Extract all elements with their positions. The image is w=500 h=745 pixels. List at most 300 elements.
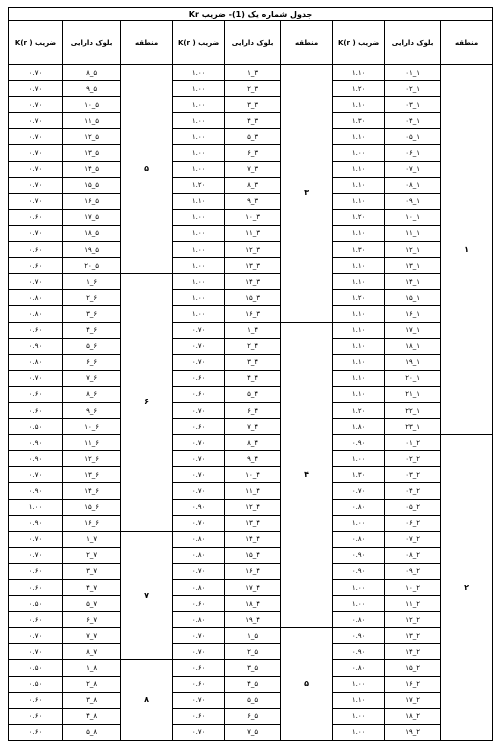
table-row <box>9 596 493 612</box>
table-row <box>9 242 493 258</box>
block-cell: ۵_۱ <box>225 628 281 644</box>
coef-cell: ۰.۷۰ <box>9 65 63 81</box>
coef-cell: ۱.۱۰ <box>333 370 385 386</box>
coef-cell: ۰.۷۰ <box>173 435 225 451</box>
coef-cell: ۰.۶۰ <box>9 209 63 225</box>
coef-cell: ۰.۷۰ <box>9 467 63 483</box>
block-cell: ۴_۱۵ <box>225 547 281 563</box>
table-row <box>9 97 493 113</box>
coef-cell: ۰.۸۰ <box>333 612 385 628</box>
block-cell: ۱_۱۱ <box>385 225 441 241</box>
coef-cell: ۱.۰۰ <box>9 499 63 515</box>
coef-cell: ۰.۹۰ <box>9 483 63 499</box>
block-cell: ۸_۱ <box>63 660 121 676</box>
coef-cell: ۰.۷۰ <box>333 483 385 499</box>
block-cell: ۲_۱۸ <box>385 708 441 724</box>
block-cell: ۶_۶ <box>63 354 121 370</box>
block-cell: ۱_۱۲ <box>385 242 441 258</box>
table-row <box>9 290 493 306</box>
block-cell: ۴_۱۳ <box>225 515 281 531</box>
coef-cell: ۰.۸۰ <box>173 612 225 628</box>
block-cell: ۱_۲۰ <box>385 370 441 386</box>
coef-cell: ۱.۱۰ <box>333 65 385 81</box>
block-cell: ۴_۵ <box>225 386 281 402</box>
region-cell: ۵ <box>281 628 333 741</box>
coef-cell: ۱.۰۰ <box>173 81 225 97</box>
block-cell: ۲_۰۶ <box>385 515 441 531</box>
block-cell: ۴_۱ <box>225 322 281 338</box>
coef-cell: ۰.۸۰ <box>173 580 225 596</box>
table-row <box>9 145 493 161</box>
coef-cell: ۱.۱۰ <box>333 258 385 274</box>
table-row <box>9 692 493 708</box>
block-cell: ۴_۱۸ <box>225 596 281 612</box>
header-coef: ضریب ( K(r <box>333 21 385 65</box>
block-cell: ۵_۱۵ <box>63 177 121 193</box>
coef-cell: ۰.۷۰ <box>173 483 225 499</box>
coef-cell: ۱.۱۰ <box>333 225 385 241</box>
coef-cell: ۰.۶۰ <box>173 596 225 612</box>
table-row <box>9 580 493 596</box>
block-cell: ۳_۸ <box>225 177 281 193</box>
block-cell: ۲_۱۴ <box>385 644 441 660</box>
block-cell: ۱_۰۶ <box>385 145 441 161</box>
block-cell: ۶_۴ <box>63 322 121 338</box>
coef-cell: ۰.۷۰ <box>173 628 225 644</box>
table-row <box>9 306 493 322</box>
block-cell: ۶_۱۶ <box>63 515 121 531</box>
coef-cell: ۱.۲۰ <box>173 177 225 193</box>
coef-cell: ۰.۷۰ <box>173 644 225 660</box>
coef-cell: ۰.۶۰ <box>173 708 225 724</box>
table-row <box>9 322 493 338</box>
header-coef: ضریب ( K(r <box>173 21 225 65</box>
block-cell: ۶_۳ <box>63 306 121 322</box>
coef-cell: ۰.۷۰ <box>173 692 225 708</box>
block-cell: ۲_۱۲ <box>385 612 441 628</box>
table-row <box>9 483 493 499</box>
coef-cell: ۰.۹۰ <box>333 435 385 451</box>
block-cell: ۲_۰۷ <box>385 531 441 547</box>
block-cell: ۳_۷ <box>225 161 281 177</box>
coef-cell: ۰.۷۰ <box>9 161 63 177</box>
coef-cell: ۰.۶۰ <box>173 370 225 386</box>
coef-cell: ۰.۷۰ <box>9 113 63 129</box>
region-cell: ۸ <box>121 660 173 740</box>
coef-cell: ۰.۷۰ <box>9 370 63 386</box>
coef-cell: ۰.۶۰ <box>9 612 63 628</box>
coef-cell: ۰.۵۰ <box>9 596 63 612</box>
header-block: بلوک دارایی <box>385 21 441 65</box>
block-cell: ۱_۱۴ <box>385 274 441 290</box>
block-cell: ۶_۷ <box>63 370 121 386</box>
block-cell: ۱_۱۷ <box>385 322 441 338</box>
region-cell: ۶ <box>121 274 173 532</box>
coef-cell: ۰.۷۰ <box>9 225 63 241</box>
block-cell: ۴_۸ <box>225 435 281 451</box>
block-cell: ۷_۵ <box>63 596 121 612</box>
coef-cell: ۰.۶۰ <box>9 563 63 579</box>
coef-cell: ۰.۷۰ <box>173 322 225 338</box>
block-cell: ۱_۰۹ <box>385 193 441 209</box>
coef-cell: ۰.۶۰ <box>173 676 225 692</box>
coef-cell: ۰.۷۰ <box>173 451 225 467</box>
block-cell: ۴_۱۰ <box>225 467 281 483</box>
block-cell: ۲_۱۳ <box>385 628 441 644</box>
coef-cell: ۱.۱۰ <box>333 129 385 145</box>
block-cell: ۵_۱۰ <box>63 97 121 113</box>
coef-cell: ۰.۹۰ <box>333 563 385 579</box>
table-title: جدول شماره یک (1)- ضریب Kr <box>9 8 493 21</box>
block-cell: ۷_۱ <box>63 531 121 547</box>
coef-cell: ۰.۷۰ <box>9 547 63 563</box>
coef-cell: ۱.۲۰ <box>333 402 385 418</box>
coef-cell: ۱.۱۰ <box>333 322 385 338</box>
block-cell: ۵_۱۲ <box>63 129 121 145</box>
coef-cell: ۰.۶۰ <box>173 419 225 435</box>
block-cell: ۱_۰۳ <box>385 97 441 113</box>
block-cell: ۴_۱۲ <box>225 499 281 515</box>
block-cell: ۵_۱۳ <box>63 145 121 161</box>
block-cell: ۲_۱۱ <box>385 596 441 612</box>
block-cell: ۶_۱۴ <box>63 483 121 499</box>
block-cell: ۴_۱۶ <box>225 563 281 579</box>
coef-cell: ۰.۹۰ <box>9 515 63 531</box>
block-cell: ۲_۰۹ <box>385 563 441 579</box>
block-cell: ۷_۸ <box>63 644 121 660</box>
coef-cell: ۰.۹۰ <box>9 451 63 467</box>
coef-cell: ۰.۸۰ <box>9 290 63 306</box>
table-row <box>9 402 493 418</box>
block-cell: ۵_۱۷ <box>63 209 121 225</box>
block-cell: ۳_۱۴ <box>225 274 281 290</box>
coef-cell: ۰.۹۰ <box>333 547 385 563</box>
block-cell: ۲_۱۹ <box>385 724 441 740</box>
coef-cell: ۰.۶۰ <box>9 692 63 708</box>
table-row <box>9 161 493 177</box>
coef-cell: ۰.۷۰ <box>9 129 63 145</box>
block-cell: ۱_۱۹ <box>385 354 441 370</box>
coef-cell: ۱.۱۰ <box>333 306 385 322</box>
coef-cell: ۱.۱۰ <box>173 193 225 209</box>
block-cell: ۱_۰۲ <box>385 81 441 97</box>
block-cell: ۱_۱۶ <box>385 306 441 322</box>
block-cell: ۵_۱۱ <box>63 113 121 129</box>
table-row <box>9 338 493 354</box>
coef-cell: ۱.۰۰ <box>333 515 385 531</box>
coef-cell: ۰.۷۰ <box>9 193 63 209</box>
region-cell: ۵ <box>121 65 173 274</box>
coef-cell: ۱.۰۰ <box>173 258 225 274</box>
coef-cell: ۰.۹۰ <box>9 435 63 451</box>
block-cell: ۱_۱۰ <box>385 209 441 225</box>
block-cell: ۶_۱۱ <box>63 435 121 451</box>
block-cell: ۵_۶ <box>225 708 281 724</box>
block-cell: ۷_۴ <box>63 580 121 596</box>
block-cell: ۵_۵ <box>225 692 281 708</box>
coef-cell: ۰.۷۰ <box>9 81 63 97</box>
block-cell: ۱_۰۷ <box>385 161 441 177</box>
coef-cell: ۱.۳۰ <box>333 467 385 483</box>
coef-cell: ۰.۸۰ <box>333 660 385 676</box>
block-cell: ۲_۰۴ <box>385 483 441 499</box>
block-cell: ۴_۴ <box>225 370 281 386</box>
coef-cell: ۰.۷۰ <box>9 145 63 161</box>
block-cell: ۲_۰۳ <box>385 467 441 483</box>
coef-cell: ۰.۷۰ <box>173 515 225 531</box>
coef-cell: ۱.۰۰ <box>173 209 225 225</box>
table-row <box>9 129 493 145</box>
table-row <box>9 65 493 81</box>
block-cell: ۸_۲ <box>63 676 121 692</box>
coef-cell: ۱.۸۰ <box>333 419 385 435</box>
coef-cell: ۱.۳۰ <box>333 113 385 129</box>
block-cell: ۱_۰۸ <box>385 177 441 193</box>
block-cell: ۷_۶ <box>63 612 121 628</box>
coef-cell: ۰.۵۰ <box>9 660 63 676</box>
coef-cell: ۰.۵۰ <box>9 419 63 435</box>
coef-cell: ۰.۶۰ <box>9 242 63 258</box>
coef-cell: ۰.۸۰ <box>9 306 63 322</box>
block-cell: ۶_۱۵ <box>63 499 121 515</box>
block-cell: ۳_۱ <box>225 65 281 81</box>
block-cell: ۲_۰۵ <box>385 499 441 515</box>
coef-cell: ۱.۰۰ <box>333 145 385 161</box>
block-cell: ۴_۷ <box>225 419 281 435</box>
table-row <box>9 676 493 692</box>
block-cell: ۱_۲۱ <box>385 386 441 402</box>
coef-cell: ۰.۶۰ <box>173 660 225 676</box>
region-cell: ۳ <box>281 65 333 323</box>
block-cell: ۸_۵ <box>63 724 121 740</box>
block-cell: ۶_۱۲ <box>63 451 121 467</box>
table-row <box>9 113 493 129</box>
block-cell: ۵_۱۸ <box>63 225 121 241</box>
table-row <box>9 563 493 579</box>
block-cell: ۱_۱۸ <box>385 338 441 354</box>
block-cell: ۱_۰۴ <box>385 113 441 129</box>
block-cell: ۱_۰۵ <box>385 129 441 145</box>
block-cell: ۳_۲ <box>225 81 281 97</box>
coef-cell: ۰.۸۰ <box>173 547 225 563</box>
coef-cell: ۰.۸۰ <box>173 531 225 547</box>
header-block: بلوک دارایی <box>225 21 281 65</box>
block-cell: ۸_۳ <box>63 692 121 708</box>
block-cell: ۵_۷ <box>225 724 281 740</box>
block-cell: ۳_۶ <box>225 145 281 161</box>
block-cell: ۱_۰۱ <box>385 65 441 81</box>
block-cell: ۴_۱۱ <box>225 483 281 499</box>
coef-cell: ۰.۸۰ <box>9 354 63 370</box>
coef-cell: ۱.۰۰ <box>333 676 385 692</box>
header-coef: ضریب ( K(r <box>9 21 63 65</box>
coef-cell: ۱.۰۰ <box>173 65 225 81</box>
coef-cell: ۱.۱۰ <box>333 692 385 708</box>
table-row <box>9 547 493 563</box>
coef-cell: ۰.۶۰ <box>9 724 63 740</box>
coef-cell: ۰.۷۰ <box>173 724 225 740</box>
table-row <box>9 467 493 483</box>
block-cell: ۱_۲۲ <box>385 402 441 418</box>
coef-cell: ۱.۱۰ <box>333 354 385 370</box>
block-cell: ۶_۲ <box>63 290 121 306</box>
block-cell: ۵_۱۴ <box>63 161 121 177</box>
block-cell: ۳_۵ <box>225 129 281 145</box>
coef-cell: ۱.۲۰ <box>333 81 385 97</box>
header-region: منطقه <box>121 21 173 65</box>
coef-cell: ۰.۸۰ <box>333 531 385 547</box>
coef-cell: ۰.۷۰ <box>173 402 225 418</box>
table-row <box>9 209 493 225</box>
coef-cell: ۱.۳۰ <box>333 242 385 258</box>
block-cell: ۱_۱۳ <box>385 258 441 274</box>
table-row <box>9 81 493 97</box>
coef-cell: ۰.۹۰ <box>333 644 385 660</box>
header-block: بلوک دارایی <box>63 21 121 65</box>
block-cell: ۳_۱۲ <box>225 242 281 258</box>
coef-cell: ۱.۱۰ <box>333 177 385 193</box>
coef-cell: ۱.۱۰ <box>333 161 385 177</box>
block-cell: ۵_۳ <box>225 660 281 676</box>
region-cell: ۲ <box>441 435 493 741</box>
block-cell: ۶_۱۰ <box>63 419 121 435</box>
block-cell: ۳_۱۵ <box>225 290 281 306</box>
coef-cell: ۰.۶۰ <box>9 322 63 338</box>
coef-cell: ۱.۰۰ <box>173 225 225 241</box>
coef-cell: ۱.۱۰ <box>333 386 385 402</box>
block-cell: ۵_۴ <box>225 676 281 692</box>
coef-cell: ۱.۰۰ <box>173 242 225 258</box>
block-cell: ۵_۱۶ <box>63 193 121 209</box>
table-row <box>9 370 493 386</box>
coef-cell: ۰.۹۰ <box>9 338 63 354</box>
block-cell: ۲_۰۲ <box>385 451 441 467</box>
block-cell: ۶_۵ <box>63 338 121 354</box>
coef-cell: ۰.۷۰ <box>9 644 63 660</box>
table-row <box>9 258 493 274</box>
coef-cell: ۰.۵۰ <box>9 676 63 692</box>
coef-cell: ۰.۷۰ <box>173 338 225 354</box>
table-row <box>9 177 493 193</box>
table-row <box>9 531 493 547</box>
coef-cell: ۱.۱۰ <box>333 193 385 209</box>
coef-cell: ۰.۹۰ <box>173 499 225 515</box>
table-row <box>9 499 493 515</box>
block-cell: ۷_۷ <box>63 628 121 644</box>
block-cell: ۲_۰۱ <box>385 435 441 451</box>
coef-cell: ۱.۰۰ <box>333 580 385 596</box>
block-cell: ۵_۲ <box>225 644 281 660</box>
coef-cell: ۱.۰۰ <box>173 129 225 145</box>
coef-cell: ۱.۲۰ <box>333 290 385 306</box>
block-cell: ۳_۴ <box>225 113 281 129</box>
coef-cell: ۱.۰۰ <box>173 274 225 290</box>
table-row <box>9 724 493 740</box>
coef-cell: ۰.۷۰ <box>9 177 63 193</box>
coef-cell: ۰.۷۰ <box>9 97 63 113</box>
coef-cell: ۰.۷۰ <box>173 354 225 370</box>
coef-cell: ۰.۷۰ <box>173 467 225 483</box>
table-row <box>9 225 493 241</box>
block-cell: ۵_۹ <box>63 81 121 97</box>
coef-cell: ۰.۷۰ <box>9 628 63 644</box>
block-cell: ۲_۰۸ <box>385 547 441 563</box>
coef-cell: ۰.۶۰ <box>9 708 63 724</box>
coefficient-table <box>8 7 493 741</box>
block-cell: ۵_۸ <box>63 65 121 81</box>
coef-cell: ۱.۰۰ <box>173 145 225 161</box>
block-cell: ۳_۹ <box>225 193 281 209</box>
table-row <box>9 515 493 531</box>
coef-cell: ۱.۰۰ <box>173 306 225 322</box>
coef-cell: ۱.۰۰ <box>333 708 385 724</box>
block-cell: ۲_۱۶ <box>385 676 441 692</box>
region-cell: ۴ <box>281 322 333 628</box>
block-cell: ۱_۱۵ <box>385 290 441 306</box>
coef-cell: ۰.۶۰ <box>9 580 63 596</box>
block-cell: ۲_۱۷ <box>385 692 441 708</box>
block-cell: ۴_۶ <box>225 402 281 418</box>
block-cell: ۶_۱۳ <box>63 467 121 483</box>
coef-cell: ۱.۱۰ <box>333 338 385 354</box>
table-row <box>9 644 493 660</box>
coef-cell: ۰.۷۰ <box>173 563 225 579</box>
coef-cell: ۱.۰۰ <box>173 290 225 306</box>
block-cell: ۶_۹ <box>63 402 121 418</box>
table-row <box>9 354 493 370</box>
region-cell: ۱ <box>441 65 493 435</box>
table-row <box>9 660 493 676</box>
block-cell: ۳_۱۶ <box>225 306 281 322</box>
block-cell: ۸_۴ <box>63 708 121 724</box>
coef-cell: ۰.۶۰ <box>9 386 63 402</box>
block-cell: ۱_۲۳ <box>385 419 441 435</box>
table-row <box>9 708 493 724</box>
coef-cell: ۰.۶۰ <box>9 402 63 418</box>
block-cell: ۵_۲۰ <box>63 258 121 274</box>
block-cell: ۳_۱۳ <box>225 258 281 274</box>
table-body <box>9 65 493 741</box>
coef-cell: ۱.۰۰ <box>173 97 225 113</box>
block-cell: ۴_۹ <box>225 451 281 467</box>
block-cell: ۷_۲ <box>63 547 121 563</box>
coef-cell: ۱.۰۰ <box>333 724 385 740</box>
header-region: منطقه <box>281 21 333 65</box>
block-cell: ۴_۲ <box>225 338 281 354</box>
block-cell: ۳_۱۰ <box>225 209 281 225</box>
block-cell: ۴_۳ <box>225 354 281 370</box>
table-row <box>9 419 493 435</box>
table-row <box>9 386 493 402</box>
block-cell: ۴_۱۹ <box>225 612 281 628</box>
header-row <box>9 21 493 65</box>
block-cell: ۵_۱۹ <box>63 242 121 258</box>
coef-cell: ۱.۰۰ <box>173 161 225 177</box>
coef-cell: ۱.۰۰ <box>173 113 225 129</box>
block-cell: ۳_۱۱ <box>225 225 281 241</box>
block-cell: ۶_۱ <box>63 274 121 290</box>
block-cell: ۷_۳ <box>63 563 121 579</box>
table-row <box>9 628 493 644</box>
block-cell: ۴_۱۴ <box>225 531 281 547</box>
block-cell: ۴_۱۷ <box>225 580 281 596</box>
region-cell: ۷ <box>121 531 173 660</box>
coef-cell: ۰.۷۰ <box>9 531 63 547</box>
coef-cell: ۰.۸۰ <box>333 499 385 515</box>
coef-cell: ۱.۲۰ <box>333 209 385 225</box>
coef-cell: ۱.۰۰ <box>333 451 385 467</box>
coef-cell: ۰.۶۰ <box>173 386 225 402</box>
